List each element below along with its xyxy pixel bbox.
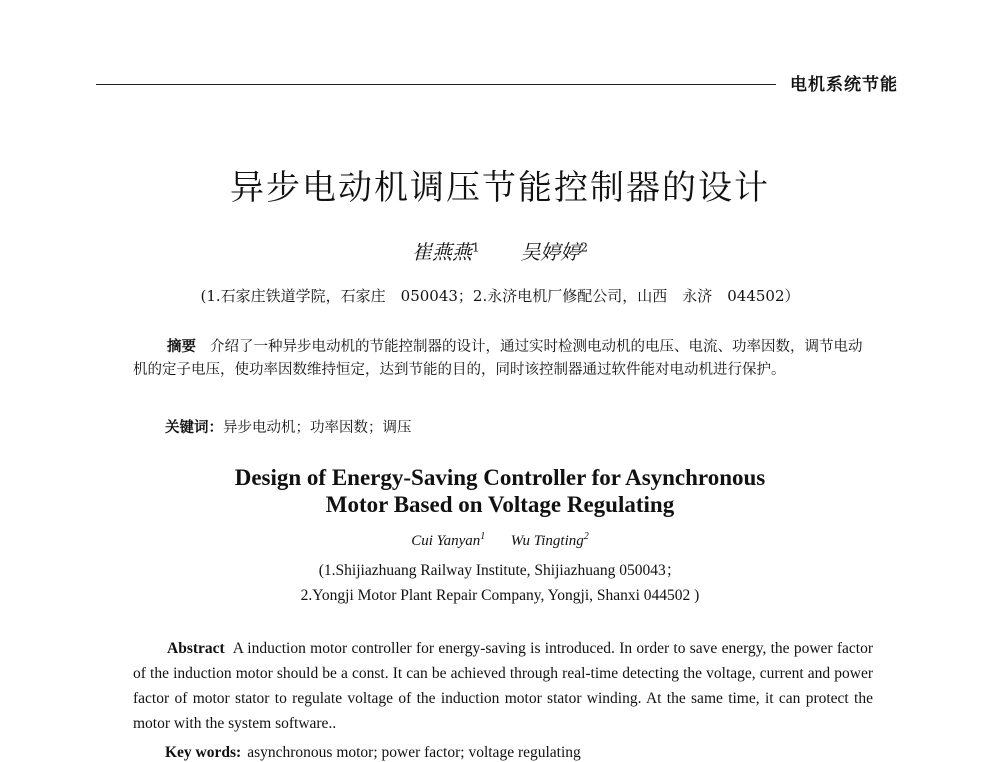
paper-title-en-line: Motor Based on Voltage Regulating (325, 492, 675, 517)
authors-cn (0, 236, 1000, 265)
abstract-cn-text: 介绍了一种异步电动机的节能控制器的设计，通过实时检测电动机的电压、电流、功率因数，调节电动机的定子电压，使功率因数维持恒定，达到节能的目的，同时该控制器通过软件能对电动机进行保护。 (133, 339, 863, 378)
affiliation-en (0, 558, 1000, 608)
paper-title-cn: 异步电动机调压节能控制器的设计 (230, 168, 770, 208)
abstract-en-label: Abstract (167, 640, 225, 657)
keywords-en-label: Key words: (165, 744, 242, 761)
abstract-en-text: A induction motor controller for energy-saving is introduced. In order to save energy, the power factor of the induction motor should be a const. It can be achieved through real-time detecting the voltage, current and power factor of motor stator to regulate voltage of the induction motor stator winding. At the same time, it can protect the motor with the system software.. (133, 640, 873, 732)
paper-title-en (0, 464, 1000, 518)
author-sup: 2 (583, 531, 589, 542)
keywords-cn-label: 关键词： (165, 419, 223, 436)
author-sup: 2 (580, 240, 588, 255)
author-sup: 1 (472, 240, 480, 255)
author-name: 吴婷婷 (520, 240, 581, 264)
keywords-en-text: asynchronous motor; power factor; voltage regulating (247, 744, 581, 761)
affiliation-cn: (1.石家庄铁道学院，石家庄 050043；2.永济电机厂修配公司，山西 永济 044502） (200, 287, 800, 305)
author-sup: 1 (480, 531, 486, 542)
abstract-cn (133, 335, 873, 382)
keywords-en (165, 744, 581, 762)
header-rule (96, 84, 776, 85)
section-label: 电机系统节能 (790, 75, 898, 95)
author-name: 崔燕燕 (412, 240, 472, 264)
keywords-cn (165, 416, 412, 437)
author-name: Cui Yanyan (411, 533, 481, 549)
author-name: Wu Tingting (510, 533, 584, 549)
abstract-en (133, 636, 873, 736)
affiliation-en-line: 2.Yongji Motor Plant Repair Company, Yongji, Shanxi 044502 ) (300, 587, 700, 604)
keywords-cn-text: 异步电动机；功率因数；调压 (223, 420, 412, 436)
affiliation-en-line: (1.Shijiazhuang Railway Institute, Shijiazhuang 050043； (318, 562, 682, 579)
paper-title-en-line: Design of Energy-Saving Controller for Asynchronous (234, 465, 766, 490)
authors-en (0, 531, 1000, 550)
abstract-cn-label: 摘要 (167, 338, 196, 355)
